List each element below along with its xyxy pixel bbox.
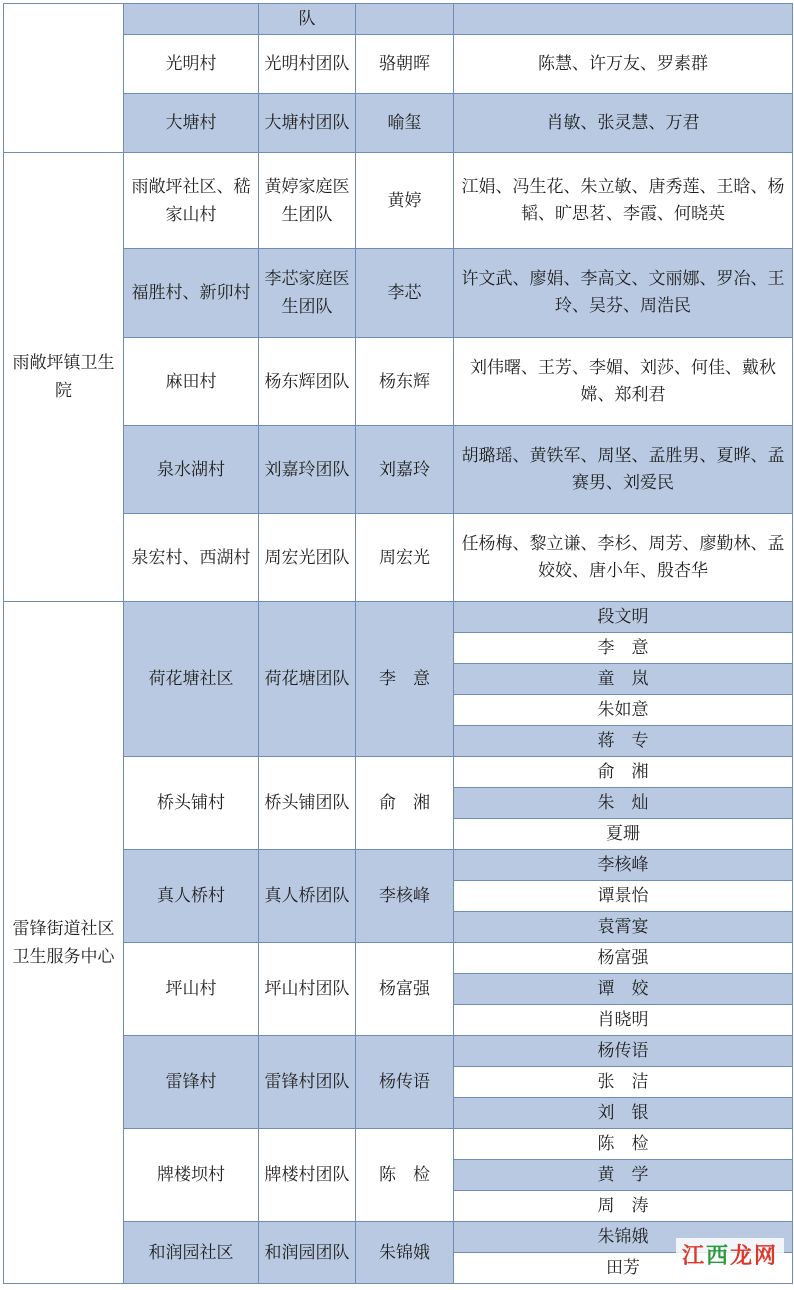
doctor-team-table <box>3 3 793 1284</box>
member-name-cell: 朱锦娥 <box>454 1222 793 1253</box>
member-name-cell: 袁霄宴 <box>454 912 793 943</box>
village-cell <box>124 4 259 35</box>
member-name-cell: 杨传语 <box>454 1036 793 1067</box>
leader-cell: 陈 检 <box>356 1129 454 1222</box>
village-cell: 泉水湖村 <box>124 426 259 514</box>
member-name-cell: 刘 银 <box>454 1098 793 1129</box>
member-name-cell: 夏珊 <box>454 819 793 850</box>
leader-cell: 杨富强 <box>356 943 454 1036</box>
unit-name-cell: 雷锋街道社区卫生服务中心 <box>4 602 124 1284</box>
member-name-cell: 肖晓明 <box>454 1005 793 1036</box>
member-name-cell: 童 岚 <box>454 664 793 695</box>
member-name-cell: 黄 学 <box>454 1160 793 1191</box>
leader-cell: 李 意 <box>356 602 454 757</box>
village-cell: 雷锋村 <box>124 1036 259 1129</box>
members-cell: 任杨梅、黎立谦、李杉、周芳、廖勤林、孟姣姣、唐小年、殷杏华 <box>454 514 793 602</box>
leader-cell <box>356 4 454 35</box>
member-name-cell: 谭 姣 <box>454 974 793 1005</box>
village-cell: 牌楼坝村 <box>124 1129 259 1222</box>
team-cell: 桥头铺团队 <box>259 757 356 850</box>
member-name-cell: 蒋 专 <box>454 726 793 757</box>
leader-cell: 李芯 <box>356 249 454 338</box>
team-cell: 和润园团队 <box>259 1222 356 1284</box>
team-cell: 牌楼村团队 <box>259 1129 356 1222</box>
leader-cell: 刘嘉玲 <box>356 426 454 514</box>
village-cell: 雨敞坪社区、嵇家山村 <box>124 153 259 249</box>
leader-cell: 骆朝晖 <box>356 35 454 94</box>
unit-cell-continued <box>4 4 124 153</box>
village-cell: 荷花塘社区 <box>124 602 259 757</box>
member-name-cell: 谭景怡 <box>454 881 793 912</box>
members-cell: 胡璐瑶、黄铁军、周坚、孟胜男、夏晔、孟赛男、刘爱民 <box>454 426 793 514</box>
team-cell: 光明村团队 <box>259 35 356 94</box>
team-cell: 荷花塘团队 <box>259 602 356 757</box>
members-cell: 许文武、廖娟、李高文、文丽娜、罗冶、王玲、吴芬、周浩民 <box>454 249 793 338</box>
table-row <box>4 602 793 633</box>
members-cell: 陈慧、许万友、罗素群 <box>454 35 793 94</box>
village-cell: 泉宏村、西湖村 <box>124 514 259 602</box>
member-name-cell: 段文明 <box>454 602 793 633</box>
members-cell: 肖敏、张灵慧、万君 <box>454 94 793 153</box>
unit-name-cell: 雨敞坪镇卫生院 <box>4 153 124 602</box>
village-cell: 真人桥村 <box>124 850 259 943</box>
member-name-cell: 李核峰 <box>454 850 793 881</box>
village-cell: 大塘村 <box>124 94 259 153</box>
table-row <box>4 4 793 35</box>
member-name-cell: 张 洁 <box>454 1067 793 1098</box>
member-name-cell: 杨富强 <box>454 943 793 974</box>
watermark-logo: 江西龙网 <box>676 1238 784 1271</box>
leader-cell: 俞 湘 <box>356 757 454 850</box>
table-row <box>4 153 793 249</box>
member-name-cell: 俞 湘 <box>454 757 793 788</box>
village-cell: 桥头铺村 <box>124 757 259 850</box>
village-cell: 麻田村 <box>124 338 259 426</box>
team-cell: 杨东辉团队 <box>259 338 356 426</box>
team-cell: 雷锋村团队 <box>259 1036 356 1129</box>
village-cell: 和润园社区 <box>124 1222 259 1284</box>
team-cell: 队 <box>259 4 356 35</box>
team-table-page <box>3 3 792 1283</box>
team-cell: 真人桥团队 <box>259 850 356 943</box>
village-cell: 坪山村 <box>124 943 259 1036</box>
team-cell: 周宏光团队 <box>259 514 356 602</box>
member-name-cell: 田芳 <box>454 1253 793 1284</box>
team-cell: 大塘村团队 <box>259 94 356 153</box>
leader-cell: 喻玺 <box>356 94 454 153</box>
member-name-cell: 朱 灿 <box>454 788 793 819</box>
village-cell: 福胜村、新卯村 <box>124 249 259 338</box>
member-name-cell: 朱如意 <box>454 695 793 726</box>
members-cell: 刘伟曙、王芳、李媚、刘莎、何佳、戴秋嫦、郑利君 <box>454 338 793 426</box>
members-cell: 江娟、冯生花、朱立敏、唐秀莲、王晗、杨韬、旷思茗、李霞、何晓英 <box>454 153 793 249</box>
village-cell: 光明村 <box>124 35 259 94</box>
leader-cell: 周宏光 <box>356 514 454 602</box>
leader-cell: 杨传语 <box>356 1036 454 1129</box>
team-cell: 李芯家庭医生团队 <box>259 249 356 338</box>
member-name-cell: 陈 检 <box>454 1129 793 1160</box>
team-cell: 黄婷家庭医生团队 <box>259 153 356 249</box>
leader-cell: 朱锦娥 <box>356 1222 454 1284</box>
leader-cell: 杨东辉 <box>356 338 454 426</box>
member-name-cell: 周 涛 <box>454 1191 793 1222</box>
members-cell <box>454 4 793 35</box>
leader-cell: 李核峰 <box>356 850 454 943</box>
team-cell: 刘嘉玲团队 <box>259 426 356 514</box>
member-name-cell: 李 意 <box>454 633 793 664</box>
leader-cell: 黄婷 <box>356 153 454 249</box>
team-cell: 坪山村团队 <box>259 943 356 1036</box>
